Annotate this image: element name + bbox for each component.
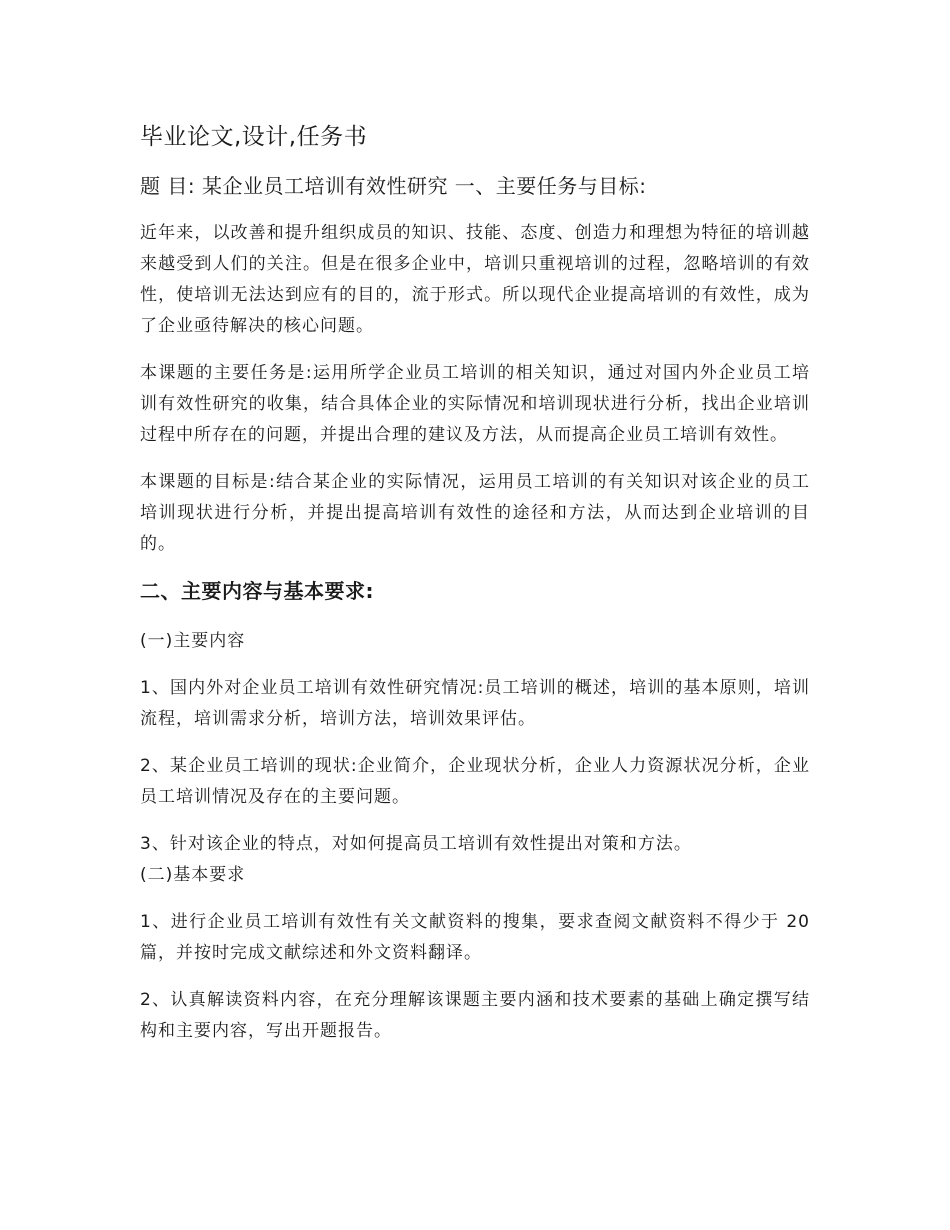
content-item-3: 3、针对该企业的特点，对如何提高员工培训有效性提出对策和方法。 bbox=[140, 834, 692, 854]
content-item-1: 1、国内外对企业员工培训有效性研究情况:员工培训的概述，培训的基本原则，培训流程，培训需求分析，培训方法，培训效果评估。 bbox=[140, 678, 810, 729]
section-heading-content-requirements: 二、主要内容与基本要求: bbox=[140, 579, 374, 603]
sub-heading-main-content: (一)主要内容 bbox=[140, 631, 246, 651]
subject-line: 题 目: 某企业员工培训有效性研究 一、主要任务与目标: bbox=[140, 174, 647, 198]
intro-paragraph-main-task: 本课题的主要任务是:运用所学企业员工培训的相关知识，通过对国内外企业员工培训有效性研究的收集，结合具体企业的实际情况和培训现状进行分析，找出企业培训过程中所存在的问题，并提出合理的建议及方法，从而提高企业员工培训有效性。 bbox=[140, 363, 810, 445]
sub-heading-basic-requirements: (二)基本要求 bbox=[140, 865, 246, 885]
requirement-item-1: 1、进行企业员工培训有效性有关文献资料的搜集，要求查阅文献资料不得少于 20 篇，并按时完成文献综述和外文资料翻译。 bbox=[140, 912, 810, 963]
content-item-2: 2、某企业员工培训的现状:企业简介，企业现状分析，企业人力资源状况分析，企业员工培训情况及存在的主要问题。 bbox=[140, 756, 810, 807]
intro-paragraph-background: 近年来，以改善和提升组织成员的知识、技能、态度、创造力和理想为特征的培训越来越受到人们的关注。但是在很多企业中，培训只重视培训的过程，忽略培训的有效性，使培训无法达到应有的目的，流于形式。所以现代企业提高培训的有效性，成为了企业亟待解决的核心问题。 bbox=[140, 223, 810, 336]
document-title: 毕业论文,设计,任务书 bbox=[140, 124, 368, 150]
intro-paragraph-goal: 本课题的目标是:结合某企业的实际情况，运用员工培训的有关知识对该企业的员工培训现状进行分析，并提出提高培训有效性的途径和方法，从而达到企业培训的目的。 bbox=[140, 472, 810, 554]
requirement-item-2: 2、认真解读资料内容，在充分理解该课题主要内涵和技术要素的基础上确定撰写结构和主要内容，写出开题报告。 bbox=[140, 990, 810, 1041]
